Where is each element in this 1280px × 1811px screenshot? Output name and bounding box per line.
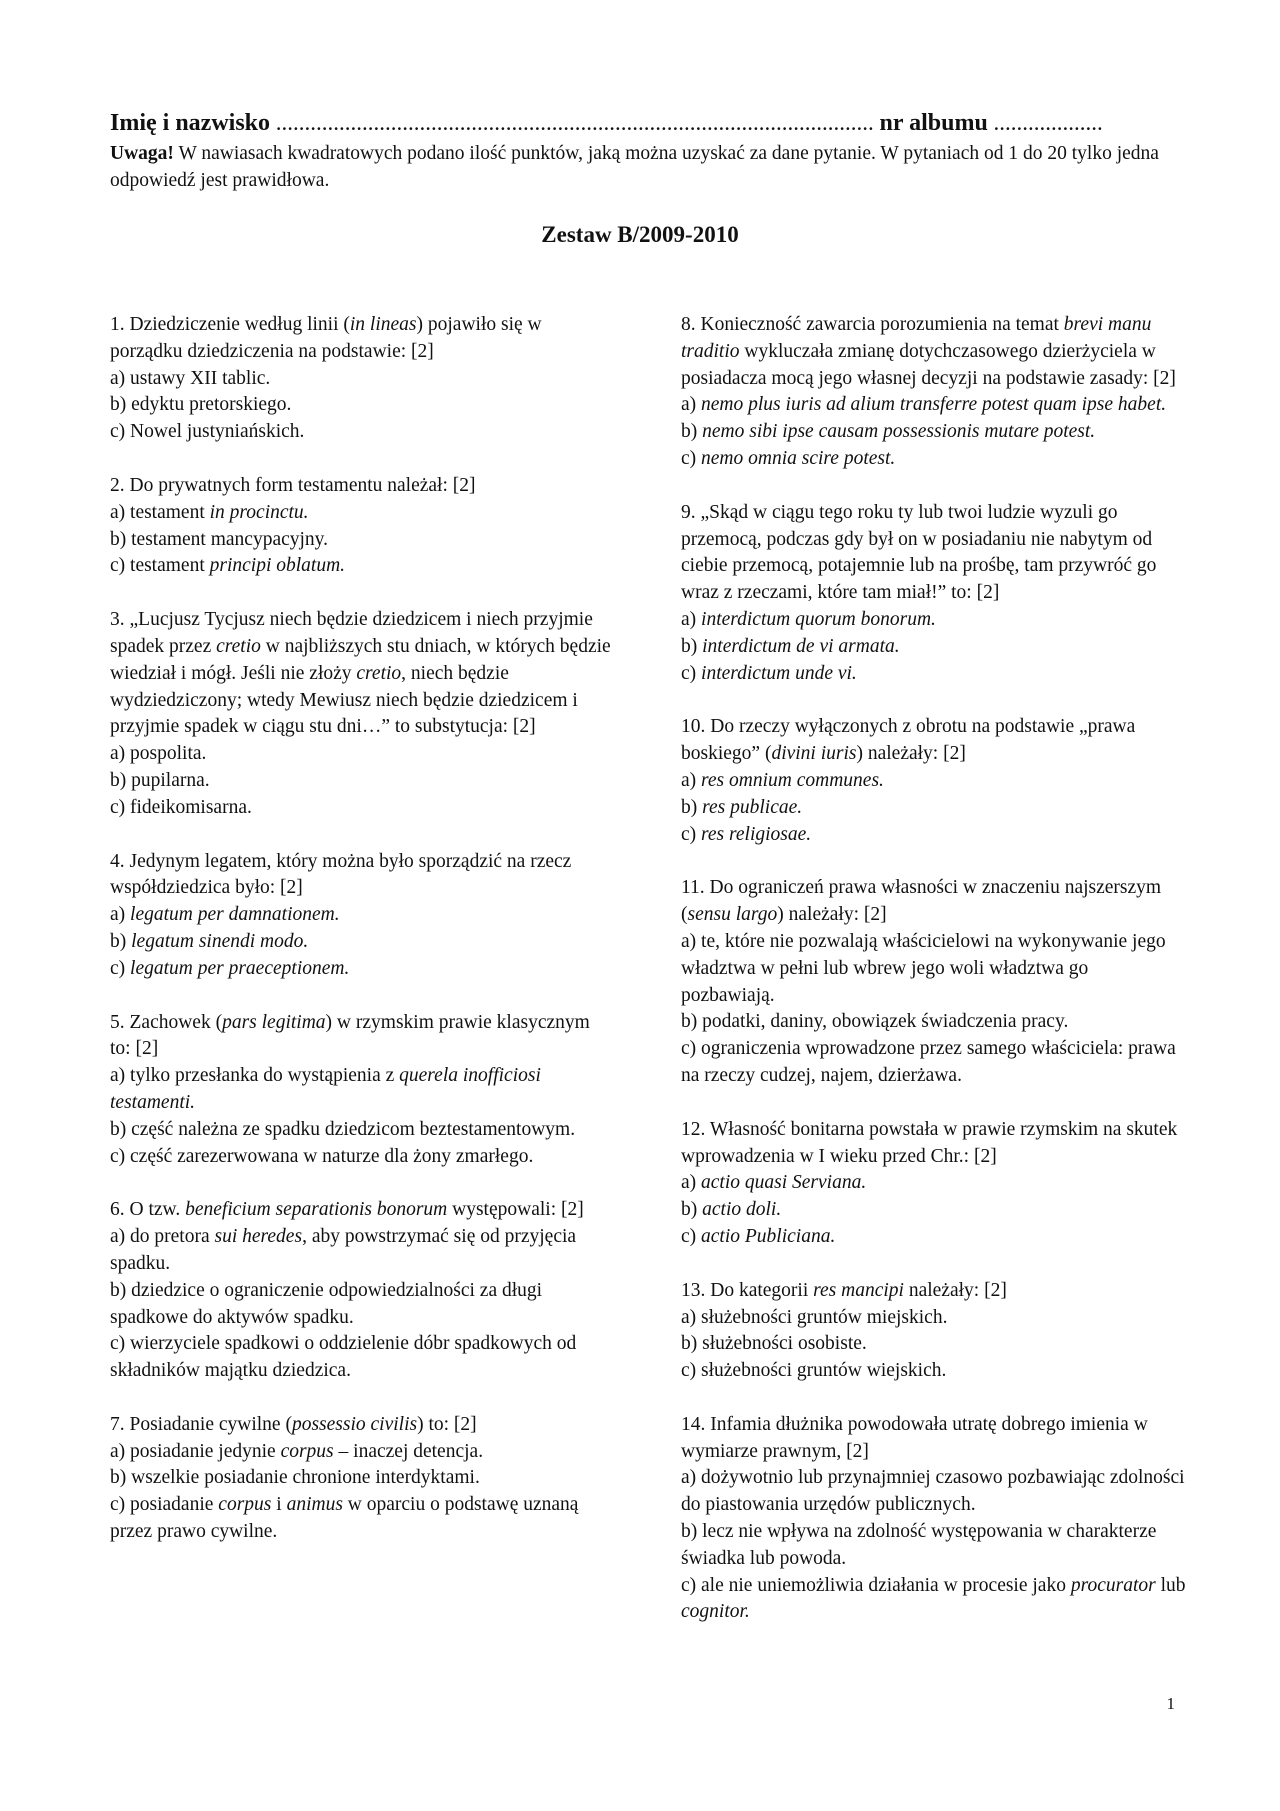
question-block — [681, 875, 1186, 1089]
answer-option — [110, 1492, 615, 1546]
latin-term: sui heredes — [214, 1226, 303, 1248]
text-segment: , niech będzie wydziedziczony; wtedy Mewiusz niech będzie dziedzicem i przyjmie spadek w ciągu stu dni…” to substytucja: [2] — [110, 662, 578, 738]
answer-option — [681, 768, 1186, 795]
answer-option — [681, 822, 1186, 849]
text-segment: 6. O tzw. — [110, 1199, 186, 1221]
answer-option — [681, 419, 1186, 446]
question-text — [110, 1412, 615, 1439]
answer-option — [110, 527, 615, 554]
latin-term: nemo omnia scire potest. — [701, 447, 896, 469]
text-segment: a) dożywotnio lub przynajmniej czasowo pozbawiając zdolności do piastowania urzędów publicznych. — [681, 1467, 1185, 1516]
text-segment: a) pospolita. — [110, 743, 207, 765]
notice-label: Uwaga! — [110, 143, 174, 164]
latin-term: beneficium separationis bonorum — [185, 1199, 448, 1221]
latin-term: sensu largo — [687, 904, 778, 926]
latin-term: principi oblatum. — [209, 555, 346, 577]
name-label: Imię i nazwisko — [110, 110, 271, 136]
text-segment: a) posiadanie jedynie — [110, 1440, 281, 1462]
text-segment: b) — [681, 421, 703, 443]
text-segment: – inaczej detencja. — [333, 1440, 484, 1462]
text-segment: należały: [2] — [903, 1279, 1007, 1301]
answer-option — [681, 1465, 1186, 1519]
text-segment: 10. Do rzeczy wyłączonych z obrotu na podstawie „prawa boskiego” ( — [681, 716, 1136, 765]
text-segment: 2. Do prywatnych form testamentu należał: [2] — [110, 474, 476, 496]
latin-term: cognitor. — [681, 1601, 750, 1623]
text-segment: a) — [681, 1172, 702, 1194]
text-segment: ) należały: [2] — [777, 904, 887, 926]
student-info-line — [110, 108, 1170, 138]
latin-term: actio Publiciana. — [701, 1225, 836, 1247]
name-blank: ........................................................................................................ — [275, 110, 874, 135]
text-segment: wykluczała zmianę dotychczasowego dzierżyciela w posiadacza mocą jego własnej decyzji na podstawie zasady: [2] — [681, 340, 1176, 389]
text-segment: w najbliższych stu dniach, w których będzie wiedział i mógł. Jeśli nie złoży — [110, 635, 611, 684]
text-segment: a) — [110, 904, 131, 926]
answer-option — [110, 1465, 615, 1492]
text-segment: b) część należna ze spadku dziedzicom beztestamentowym. — [110, 1118, 576, 1140]
latin-term: in procinctu. — [209, 501, 309, 523]
latin-term: cretio — [216, 635, 261, 657]
answer-option — [681, 634, 1186, 661]
latin-term: possessio civilis — [291, 1413, 418, 1435]
question-text — [681, 312, 1186, 392]
text-segment: b) wszelkie posiadanie chronione interdyktami. — [110, 1467, 480, 1489]
answer-option — [110, 553, 615, 580]
left-question-column — [110, 312, 615, 1573]
answer-option — [681, 1036, 1186, 1090]
text-segment: b) — [110, 930, 132, 952]
question-block — [681, 500, 1186, 688]
question-block — [110, 849, 615, 983]
question-block — [110, 607, 615, 821]
question-block — [110, 1010, 615, 1171]
text-segment: c) ale nie uniemożliwia działania w procesie jako — [681, 1574, 1071, 1596]
question-text — [110, 473, 615, 500]
text-segment: a) — [681, 769, 702, 791]
answer-option — [110, 1278, 615, 1332]
text-segment: c) fideikomisarna. — [110, 796, 252, 818]
answer-option — [681, 392, 1186, 419]
latin-term: legatum per damnationem. — [130, 904, 340, 926]
question-text — [681, 1412, 1186, 1466]
question-text — [110, 607, 615, 741]
text-segment: 13. Do kategorii — [681, 1279, 814, 1301]
latin-term: animus — [286, 1494, 343, 1516]
text-segment: c) — [681, 447, 702, 469]
latin-term: divini iuris — [771, 743, 857, 765]
text-segment: b) służebności osobiste. — [681, 1333, 867, 1355]
text-segment: ) to: [2] — [417, 1413, 477, 1435]
answer-option — [681, 929, 1186, 1009]
answer-option — [110, 741, 615, 768]
answer-option — [681, 795, 1186, 822]
answer-option — [681, 607, 1186, 634]
notice-text: W nawiasach kwadratowych podano ilość punktów, jaką można uzyskać za dane pytanie. W pytaniach od 1 do 20 tylko jedna odpowiedź jest prawidłowa. — [110, 143, 1159, 191]
exam-header — [110, 108, 1170, 194]
answer-option — [681, 1331, 1186, 1358]
text-segment: w oparciu o podstawę uznaną przez prawo cywilne. — [110, 1494, 579, 1543]
answer-option — [110, 1331, 615, 1385]
latin-term: res religiosae. — [701, 823, 812, 845]
answer-option — [110, 795, 615, 822]
question-block — [110, 312, 615, 446]
text-segment: ) pojawiło się w porządku dziedziczenia na podstawie: [2] — [110, 314, 542, 362]
text-segment: 5. Zachowek ( — [110, 1011, 223, 1033]
text-segment: c) — [681, 662, 702, 684]
text-segment: 9. „Skąd w ciągu tego roku ty lub twoi ludzie wyzuli go przemocą, podczas gdy był on w posiadaniu nie nabytym od ciebie przemocą, potajemnie lub na prośbę, tam przywróć go wraz z rzeczami, które tam miał!” to: [2] — [681, 501, 1157, 604]
question-block — [110, 473, 615, 580]
text-segment: b) dziedzice o ograniczenie odpowiedzialności za długi spadkowe do aktywów spadku. — [110, 1279, 543, 1328]
latin-term: corpus — [280, 1440, 334, 1462]
latin-term: procurator — [1070, 1574, 1156, 1596]
question-text — [681, 1278, 1186, 1305]
text-segment: b) lecz nie wpływa na zdolność występowania w charakterze świadka lub powoda. — [681, 1521, 1157, 1569]
text-segment: a) testament — [110, 501, 210, 523]
answer-option — [110, 902, 615, 929]
text-segment: a) ustawy XII tablic. — [110, 367, 271, 389]
text-segment: 7. Posiadanie cywilne ( — [110, 1413, 292, 1435]
answer-option — [681, 661, 1186, 688]
album-label: nr albumu — [879, 110, 988, 136]
text-segment: ) należały: [2] — [856, 743, 966, 765]
text-segment: c) Nowel justyniańskich. — [110, 421, 305, 443]
answer-option — [110, 419, 615, 446]
text-segment: c) — [681, 823, 702, 845]
question-block — [681, 1278, 1186, 1385]
answer-option — [110, 956, 615, 983]
text-segment: a) służebności gruntów miejskich. — [681, 1306, 948, 1328]
answer-option — [681, 1224, 1186, 1251]
text-segment: b) testament mancypacyjny. — [110, 528, 329, 550]
latin-term: cretio — [356, 662, 402, 684]
latin-term: res omnium communes. — [701, 769, 884, 791]
text-segment: c) część zarezerwowana w naturze dla żony zmarłego. — [110, 1145, 534, 1167]
answer-option — [110, 1144, 615, 1171]
text-segment: 11. Do ograniczeń prawa własności w znaczeniu najszerszym ( — [681, 877, 1162, 926]
question-block — [110, 1412, 615, 1546]
question-block — [681, 714, 1186, 848]
text-segment: a) do pretora — [110, 1226, 215, 1248]
question-text — [681, 500, 1186, 607]
exam-set-title: Zestaw B/2009-2010 — [541, 222, 739, 247]
latin-term: actio doli. — [702, 1199, 782, 1221]
answer-option — [110, 366, 615, 393]
text-segment: a) te, które nie pozwalają właścicielowi na wykonywanie jego władztwa w pełni lub wbrew jego woli władztwa go pozbawiają. — [681, 930, 1166, 1006]
text-segment: występowali: [2] — [447, 1199, 584, 1221]
answer-option — [110, 1063, 615, 1117]
text-segment: a) — [681, 394, 702, 416]
answer-option — [681, 1170, 1186, 1197]
text-segment: a) — [681, 608, 702, 630]
latin-term: legatum sinendi modo. — [131, 930, 309, 952]
question-text — [110, 849, 615, 903]
answer-option — [681, 1009, 1186, 1036]
text-segment: c) ograniczenia wprowadzone przez samego właściciela: prawa na rzeczy cudzej, najem, dzierżawa. — [681, 1038, 1176, 1086]
latin-term: pars legitima — [222, 1011, 326, 1033]
answer-option — [681, 1358, 1186, 1385]
latin-term: interdictum de vi armata. — [702, 635, 900, 657]
text-segment: , aby powstrzymać się od przyjęcia spadku. — [110, 1226, 577, 1274]
text-segment: b) — [681, 796, 703, 818]
answer-option — [681, 446, 1186, 473]
latin-term: res publicae. — [702, 796, 803, 818]
text-segment: c) służebności gruntów wiejskich. — [681, 1360, 947, 1382]
question-block — [681, 312, 1186, 473]
text-segment: 8. Konieczność zawarcia porozumienia na temat — [681, 314, 1064, 335]
latin-term: res mancipi — [813, 1279, 904, 1301]
answer-option — [681, 1197, 1186, 1224]
text-segment: c) testament — [110, 555, 210, 577]
text-segment: i — [271, 1494, 287, 1516]
answer-option — [110, 392, 615, 419]
text-segment: ) w rzymskim prawie klasycznym to: [2] — [110, 1011, 590, 1060]
text-segment: b) podatki, daniny, obowiązek świadczenia pracy. — [681, 1011, 1069, 1033]
answer-option — [110, 1224, 615, 1278]
question-block — [681, 1412, 1186, 1626]
text-segment: c) wierzyciele spadkowi o oddzielenie dóbr spadkowych od składników majątku dziedzica. — [110, 1333, 577, 1382]
text-segment: b) — [681, 635, 703, 657]
notice-paragraph — [110, 140, 1170, 194]
latin-term: in lineas — [349, 314, 417, 335]
latin-term: nemo sibi ipse causam possessionis mutare potest. — [702, 421, 1096, 443]
text-segment: c) — [681, 1225, 702, 1247]
latin-term: actio quasi Serviana. — [701, 1172, 867, 1194]
answer-option — [110, 768, 615, 795]
latin-term: nemo plus iuris ad alium transferre potest quam ipse habet. — [701, 394, 1167, 416]
question-text — [681, 1117, 1186, 1171]
answer-option — [681, 1519, 1186, 1573]
latin-term: brevi manu traditio — [681, 314, 1152, 362]
latin-term: querela inofficiosi testamenti. — [110, 1065, 541, 1113]
text-segment: 14. Infamia dłużnika powodowała utratę dobrego imienia w wymiarze prawnym, [2] — [681, 1413, 1148, 1462]
question-block — [681, 1117, 1186, 1251]
question-block — [110, 1197, 615, 1385]
text-segment: b) pupilarna. — [110, 769, 210, 791]
text-segment: c) posiadanie — [110, 1494, 219, 1516]
right-question-column — [681, 312, 1186, 1653]
question-text — [681, 714, 1186, 768]
answer-option — [110, 1117, 615, 1144]
latin-term: legatum per praeceptionem. — [130, 957, 350, 979]
latin-term: corpus — [218, 1494, 272, 1516]
album-blank: ................... — [993, 110, 1103, 135]
text-segment: c) — [110, 957, 131, 979]
text-segment: a) tylko przesłanka do wystąpienia z — [110, 1065, 400, 1087]
text-segment: 12. Własność bonitarna powstała w prawie rzymskim na skutek wprowadzenia w I wieku przed Chr.: [2] — [681, 1118, 1178, 1167]
answer-option — [110, 500, 615, 527]
latin-term: interdictum unde vi. — [701, 662, 857, 684]
question-text — [110, 1010, 615, 1064]
question-text — [681, 875, 1186, 929]
text-segment: b) — [681, 1199, 703, 1221]
answer-option — [681, 1305, 1186, 1332]
answer-option — [110, 929, 615, 956]
text-segment: 1. Dziedziczenie według linii ( — [110, 314, 350, 335]
answer-option — [681, 1573, 1186, 1627]
question-text — [110, 312, 615, 366]
latin-term: interdictum quorum bonorum. — [701, 608, 936, 630]
question-text — [110, 1197, 615, 1224]
text-segment: lub — [1155, 1574, 1186, 1596]
page-number: 1 — [1166, 1694, 1175, 1713]
text-segment: 3. „Lucjusz Tycjusz niech będzie dziedzicem i niech przyjmie spadek przez — [110, 609, 593, 657]
answer-option — [110, 1439, 615, 1466]
text-segment: b) edyktu pretorskiego. — [110, 394, 292, 416]
text-segment: 4. Jedynym legatem, który można było sporządzić na rzecz współdziedzica było: [2] — [110, 850, 572, 899]
